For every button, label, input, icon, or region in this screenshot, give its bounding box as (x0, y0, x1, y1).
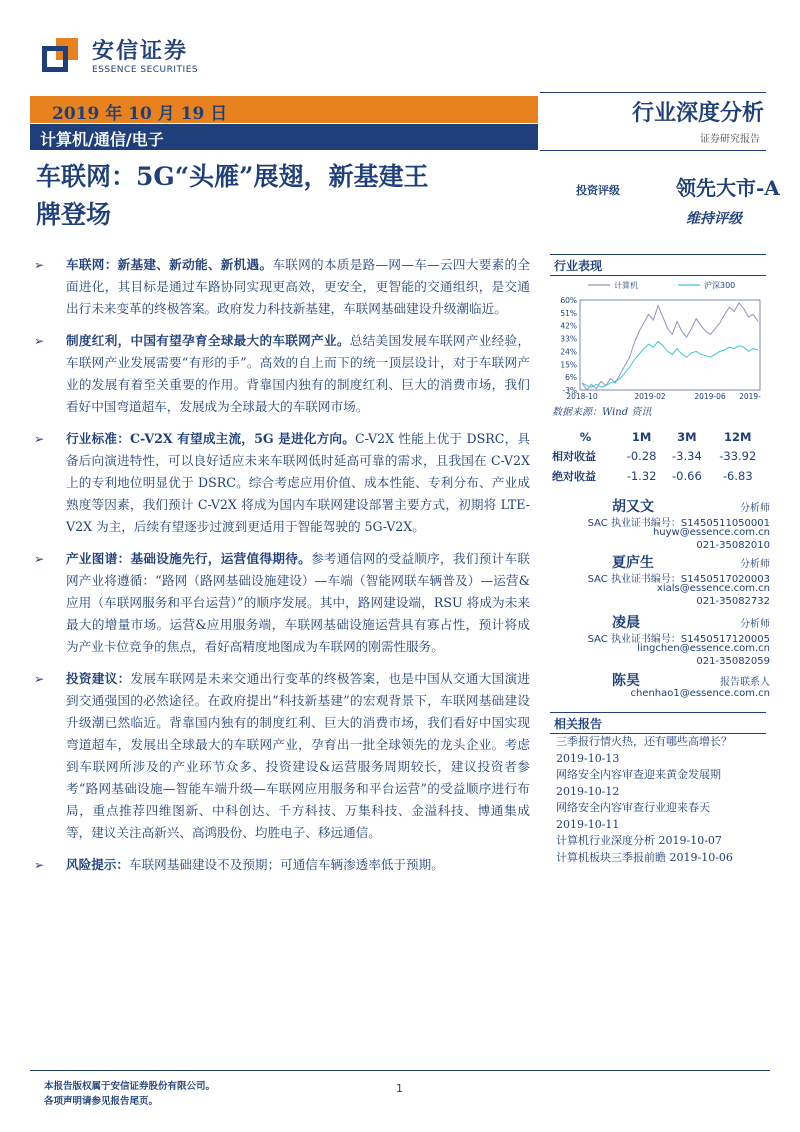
row-label: 相对收益 (552, 450, 596, 463)
brand-logo (42, 38, 198, 78)
table-cell: -0.66 (672, 469, 702, 483)
analyst-role: 分析师 (740, 619, 770, 630)
divider (540, 150, 766, 151)
y-tick-label: -3% (562, 386, 577, 395)
analyst-name: 夏庐生 (612, 555, 654, 571)
table-header: % (579, 430, 592, 444)
y-tick-label: 24% (560, 347, 577, 357)
x-tick-label: 2019-06 (694, 392, 726, 401)
rating-value: 领先大市-A (676, 176, 780, 200)
report-subtitle: 证券研究报告 (700, 134, 760, 145)
y-tick-label: 60% (560, 296, 577, 305)
related-reports-heading: 相关报告 (550, 712, 766, 734)
footer-divider (30, 1070, 770, 1071)
analyst-card (552, 670, 770, 702)
rating-label: 投资评级 (576, 184, 620, 197)
performance-chart (550, 276, 766, 406)
analyst-email[interactable]: lingchen@essence.com.cn (637, 643, 770, 654)
bullet-item: ➢ 产业图谱：基础设施先行，运营值得期待。参考通信网的受益顺序，我们预计车联网产业将遵循：“路网（路网基础设施建设）—车端（智能网联车辆普及）—运营&应用（车联网服务和平台运营）”的顺序发展。其中，路网建设端，RSU 将成为未来最大的增量市场。运营&应用服务端，车联网基础设施运营具有寡占性，预计将成为产业卡位竞争的焦点，看好高精度地图成为车联网的刚需性服务。 (34, 548, 530, 658)
related-report-date: 2019-10-12 (556, 784, 620, 798)
analyst-sac: SAC 执业证书编号：S1450517020003 (587, 574, 770, 585)
plot-frame (580, 300, 760, 390)
title-line-2: 牌登场 (36, 200, 112, 229)
date-bar (30, 96, 538, 123)
analyst-name: 凌晨 (612, 615, 640, 631)
rating-note: 维持评级 (686, 211, 742, 227)
analyst-role: 报告联系人 (720, 677, 770, 688)
analyst-sac: SAC 执业证书编号：S1450517120005 (587, 634, 770, 645)
analyst-card (552, 612, 770, 668)
related-report-item[interactable]: 网络安全内容审查迎来黄金发展期 (556, 768, 721, 781)
bullet-item: ➢ 投资建议：发展车联网是未来交通出行变革的终极答案，也是中国从交通大国演进到交通强国的必然途径。在政府提出“科技新基建”的宏观背景下，车联网基础建设升级潮已然临近。背靠国内独有的制度红利、巨大的消费市场，我们看好中国实现弯道超车，发展出全球最大的车联网产业，孕育出一批全球领先的龙头企业。考虑到车联网所涉及的产业环节众多、投资建设&运营服务周期较长，建议投资者参考“路网基础设施—智能车端升级—车联网应用服务和平台运营”的受益顺序进行布局，重点推荐四维图新、中科创达、千方科技、万集科技、金溢科技、博通集成等，建议关注高新兴、高鸿股份、均胜电子、移远通信。 (34, 668, 530, 844)
bullet-item: ➢ 行业标准：C-V2X 有望成主流，5G 是进化方向。C-V2X 性能上优于 DSRC，具备后向演进特性，可以良好适应未来车联网低时延高可靠的需求，且我国在 C-V2X 上的专利地位明显优于 DSRC。综合考虑应用价值、成本性能、专利分布、产业成熟度等因素，我们预计 C-V2X 将成为国内车联网建设部署主要方式，初期将 LTE-V2X 为主，后续有望逐步过渡到更适用于智能驾驶的 5G-V2X。 (34, 428, 530, 538)
arrow-icon: ➢ (34, 858, 45, 872)
analyst-phone: 021-35082059 (696, 656, 770, 667)
y-tick-label: 51% (560, 308, 577, 318)
page-number: 1 (396, 1082, 403, 1095)
x-tick-label: 2019-02 (634, 392, 666, 401)
sector-label: 计算机/通信/电子 (40, 130, 164, 149)
y-tick-label: 15% (560, 360, 577, 370)
summary-bullets (34, 254, 530, 886)
table-header: 1M (631, 430, 652, 444)
table-cell: -1.32 (626, 469, 657, 483)
report-date: 2019 年 10 月 19 日 (52, 104, 228, 124)
analyst-email[interactable]: chenhao1@essence.com.cn (630, 688, 770, 699)
related-report-date: 2019-10-11 (556, 817, 620, 831)
related-report-date: 2019-10-13 (556, 751, 620, 765)
related-reports-list (556, 734, 768, 866)
series-line (582, 341, 758, 387)
table-row (552, 446, 766, 466)
related-report-item[interactable]: 计算机板块三季报前瞻 2019-10-06 (556, 850, 733, 864)
analyst-card (552, 552, 770, 608)
related-report-item[interactable]: 计算机行业深度分析 2019-10-07 (556, 834, 722, 847)
footer-disclaimer: 各项声明请参见报告尾页。 (44, 1096, 159, 1107)
report-title (36, 158, 536, 234)
analyst-phone: 021-35082732 (696, 596, 770, 607)
bullet-item: ➢ 制度红利，中国有望孕育全球最大的车联网产业。总结美国发展车联网产业经验，车联网产业发展需要“有形的手”。高效的自上而下的统一顶层设计，对于车联网产业的发展有着至关重要的作用。背靠国内独有的制度红利、巨大的消费市场，我们看好中国弯道超车，发展成为全球最大的车联网市场。 (34, 330, 530, 418)
analyst-email[interactable]: xials@essence.com.cn (656, 583, 770, 594)
sector-bar (30, 124, 538, 150)
arrow-icon: ➢ (34, 432, 45, 446)
performance-heading: 行业表现 (550, 254, 766, 276)
footer-copyright: 本报告版权属于安信证券股份有限公司。 (44, 1081, 216, 1092)
analyst-name: 胡又文 (612, 499, 654, 515)
y-tick-label: 42% (560, 321, 577, 331)
legend-label: 沪深300 (704, 281, 736, 290)
y-tick-label: 33% (560, 334, 577, 344)
arrow-icon: ➢ (34, 552, 45, 566)
analyst-card (552, 496, 770, 552)
arrow-icon: ➢ (34, 258, 45, 272)
title-line-1: 车联网：5G“头雁”展翅，新基建王 (36, 162, 429, 191)
table-header: 12M (724, 430, 752, 444)
arrow-icon: ➢ (34, 672, 45, 686)
analyst-role: 分析师 (740, 503, 770, 514)
x-tick-label: 2018-10 (566, 392, 598, 401)
report-type: 行业深度分析 (631, 100, 764, 126)
divider (540, 92, 766, 93)
logo-icon (42, 38, 82, 78)
series-line (582, 303, 758, 390)
row-label: 绝对收益 (552, 470, 596, 483)
chart-source: 数据来源：Wind 资讯 (552, 407, 652, 418)
table-cell: -0.28 (626, 449, 657, 463)
analyst-role: 分析师 (740, 559, 770, 570)
analyst-sac: SAC 执业证书编号：S1450511050001 (587, 518, 770, 529)
analyst-name: 陈昊 (612, 673, 640, 689)
bullet-item: ➢ 车联网：新基建、新动能、新机遇。车联网的本质是路—网—车—云四大要素的全面进化，其目标是通过车路协同实现更高效，更安全，更智能的交通组织，是交通出行未来变革的终极答案。政府发力科技新基建，车联网基础建设升级潮临近。 (34, 254, 530, 320)
analyst-email[interactable]: huyw@essence.com.cn (652, 527, 770, 538)
table-cell: -33.92 (719, 449, 757, 463)
arrow-icon: ➢ (34, 334, 45, 348)
performance-table (552, 428, 766, 486)
x-tick-label: 2019- (739, 392, 761, 401)
analyst-phone: 021-35082010 (696, 540, 770, 551)
related-report-item[interactable]: 三季报行情火热，还有哪些高增长？ (556, 735, 732, 748)
related-report-item[interactable]: 网络安全内容审查行业迎来春天 (556, 801, 710, 814)
legend-label: 计算机 (614, 281, 638, 290)
y-tick-label: 6% (565, 373, 577, 383)
table-cell: -6.83 (722, 469, 753, 483)
bullet-item: ➢ 风险提示：车联网基础建设不及预期；可通信车辆渗透率低于预期。 (34, 854, 530, 876)
brand-name-cn: 安信证券 (92, 39, 189, 64)
table-header: 3M (677, 430, 697, 444)
table-row (552, 466, 766, 486)
brand-name-en: ESSENCE SECURITIES (92, 65, 199, 75)
table-cell: -3.34 (672, 449, 702, 463)
